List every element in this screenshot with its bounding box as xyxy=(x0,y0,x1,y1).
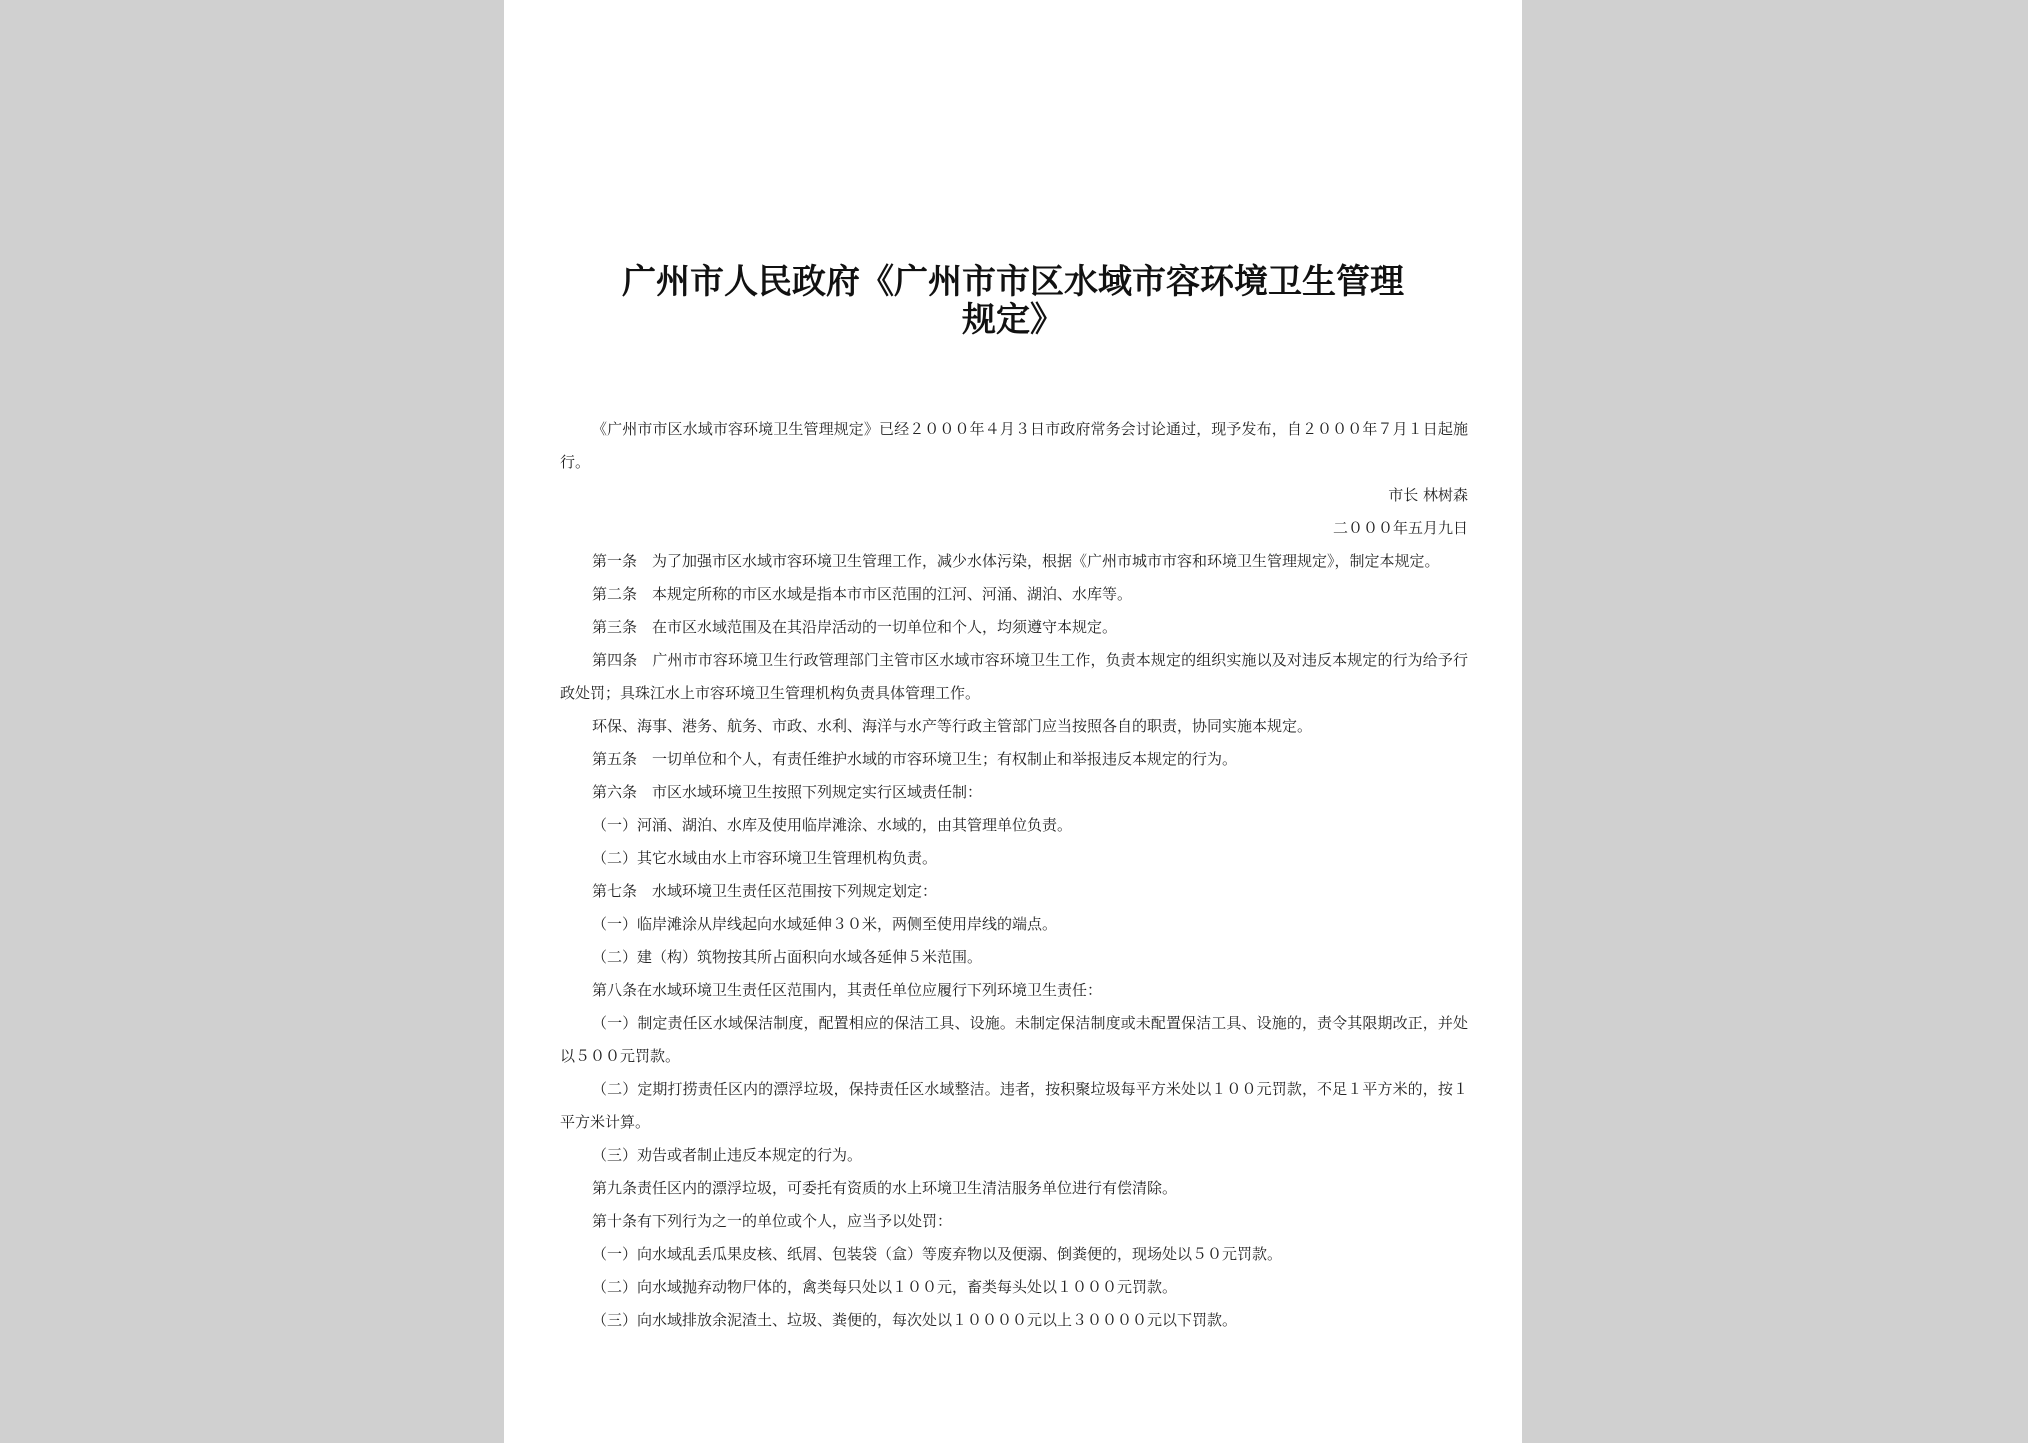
article-4: 第四条 广州市市容环境卫生行政管理部门主管市区水域市容环境卫生工作，负责本规定的组织实施以及对违反本规定的行为给予行政处罚；具珠江水上市容环境卫生管理机构负责具体管理工作。 xyxy=(560,651,1468,702)
article-10: 第十条有下列行为之一的单位或个人，应当予以处罚： xyxy=(592,1212,953,1230)
article-7-item-2: （二）建（构）筑物按其所占面积向水域各延伸５米范围。 xyxy=(592,948,983,966)
article-7: 第七条 水域环境卫生责任区范围按下列规定划定： xyxy=(592,882,938,900)
document-page xyxy=(504,0,1522,1443)
article-6-item-2: （二）其它水域由水上市容环境卫生管理机构负责。 xyxy=(592,849,938,867)
article-1: 第一条 为了加强市区水域市容环境卫生管理工作，减少水体污染，根据《广州市城市市容和环境卫生管理规定》，制定本规定。 xyxy=(592,552,1440,570)
article-5: 第五条 一切单位和个人，有责任维护水域的市容环境卫生；有权制止和举报违反本规定的行为。 xyxy=(592,750,1238,768)
document-title xyxy=(544,263,1482,339)
article-8: 第八条在水域环境卫生责任区范围内，其责任单位应履行下列环境卫生责任： xyxy=(592,981,1103,999)
article-9: 第九条责任区内的漂浮垃圾，可委托有资质的水上环境卫生清洁服务单位进行有偿清除。 xyxy=(592,1179,1178,1197)
article-8-item-2: （二）定期打捞责任区内的漂浮垃圾，保持责任区水域整洁。违者，按积聚垃圾每平方米处以１００元罚款，不足１平方米的，按１平方米计算。 xyxy=(560,1080,1468,1131)
article-2: 第二条 本规定所称的市区水域是指本市市区范围的江河、河涌、湖泊、水库等。 xyxy=(592,585,1133,603)
article-4-continued: 环保、海事、港务、航务、市政、水利、海洋与水产等行政主管部门应当按照各自的职责，协同实施本规定。 xyxy=(592,717,1313,735)
article-8-item-1: （一）制定责任区水域保洁制度，配置相应的保洁工具、设施。未制定保洁制度或未配置保洁工具、设施的，责令其限期改正，并处以５００元罚款。 xyxy=(560,1014,1468,1065)
signer: 市长 林树森 xyxy=(1388,486,1468,504)
article-8-item-3: （三）劝告或者制止违反本规定的行为。 xyxy=(592,1146,863,1164)
article-3: 第三条 在市区水域范围及在其沿岸活动的一切单位和个人，均须遵守本规定。 xyxy=(592,618,1118,636)
article-10-item-2: （二）向水域抛弃动物尸体的，禽类每只处以１００元，畜类每头处以１０００元罚款。 xyxy=(592,1278,1178,1296)
article-10-item-3: （三）向水域排放余泥渣土、垃圾、粪便的，每次处以１００００元以上３００００元以下罚款。 xyxy=(592,1311,1238,1329)
intro-paragraph: 《广州市市区水域市容环境卫生管理规定》已经２０００年４月３日市政府常务会讨论通过，现予发布，自２０００年７月１日起施行。 xyxy=(560,420,1468,471)
article-7-item-1: （一）临岸滩涂从岸线起向水域延伸３０米，两侧至使用岸线的端点。 xyxy=(592,915,1058,933)
title-line-1: 广州市人民政府《广州市市区水域市容环境卫生管理 xyxy=(622,262,1404,302)
article-6-item-1: （一）河涌、湖泊、水库及使用临岸滩涂、水域的，由其管理单位负责。 xyxy=(592,816,1073,834)
issue-date: 二０００年五月九日 xyxy=(1332,519,1468,537)
article-10-item-1: （一）向水域乱丢瓜果皮核、纸屑、包装袋（盒）等废弃物以及便溺、倒粪便的，现场处以５０元罚款。 xyxy=(592,1245,1283,1263)
title-line-2: 规定》 xyxy=(962,300,1064,340)
article-6: 第六条 市区水域环境卫生按照下列规定实行区域责任制： xyxy=(592,783,983,801)
document-body xyxy=(560,413,1468,1337)
